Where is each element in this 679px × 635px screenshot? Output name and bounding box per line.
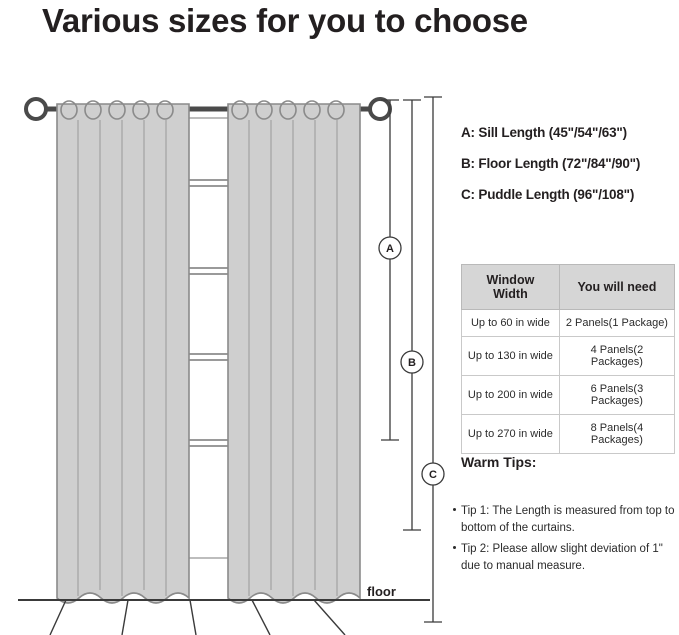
- marker-b-label: B: [408, 357, 416, 369]
- table-row: [462, 310, 675, 337]
- tip-1-text: Tip 1: The Length is measured from top to bottom of the curtains.: [461, 505, 675, 535]
- page-title: Various sizes for you to choose: [42, 2, 528, 39]
- rod-finial-left: [26, 99, 46, 119]
- table-row: [462, 415, 675, 454]
- tip-2-text: Tip 2: Please allow slight deviation of 1" due to manual measure.: [461, 543, 663, 573]
- cell-you-will-need: 8 Panels(4 Packages): [559, 415, 674, 454]
- cell-window-width: Up to 200 in wide: [462, 376, 560, 415]
- dimension-b: [403, 100, 421, 530]
- tip-item-1: [461, 503, 675, 538]
- table-row: [462, 376, 675, 415]
- cell-you-will-need: 4 Panels(2 Packages): [559, 337, 674, 376]
- dimension-c: [424, 97, 442, 622]
- cell-window-width: Up to 130 in wide: [462, 337, 560, 376]
- column-header-window-width: Window Width: [462, 265, 560, 310]
- legend-item-b: B: Floor Length (72"/84"/90"): [461, 156, 641, 171]
- length-legend: [461, 125, 676, 218]
- column-header-you-will-need: You will need: [559, 265, 674, 310]
- warm-tips-heading: Warm Tips:: [461, 454, 537, 470]
- marker-a-label: A: [386, 243, 394, 255]
- table-row: [462, 337, 675, 376]
- curtain-panel-left: [57, 101, 189, 603]
- marker-c-label: C: [429, 469, 437, 481]
- curtain-panel-right: [228, 101, 360, 603]
- tip-item-2: [461, 541, 675, 576]
- floor-label: floor: [367, 584, 396, 599]
- legend-item-c: C: Puddle Length (96"/108"): [461, 187, 635, 202]
- legend-item-a: A: Sill Length (45"/54"/63"): [461, 125, 627, 140]
- cell-window-width: Up to 60 in wide: [462, 310, 560, 337]
- cell-window-width: Up to 270 in wide: [462, 415, 560, 454]
- bullet-dot-icon: [453, 508, 456, 511]
- dimension-a: [381, 100, 399, 440]
- table-header-row: [462, 265, 675, 310]
- bullet-dot-icon: [453, 546, 456, 549]
- cell-you-will-need: 6 Panels(3 Packages): [559, 376, 674, 415]
- cell-you-will-need: 2 Panels(1 Package): [559, 310, 674, 337]
- window-width-table: [461, 264, 675, 454]
- floor-boards: [50, 600, 345, 635]
- rod-finial-right: [370, 99, 390, 119]
